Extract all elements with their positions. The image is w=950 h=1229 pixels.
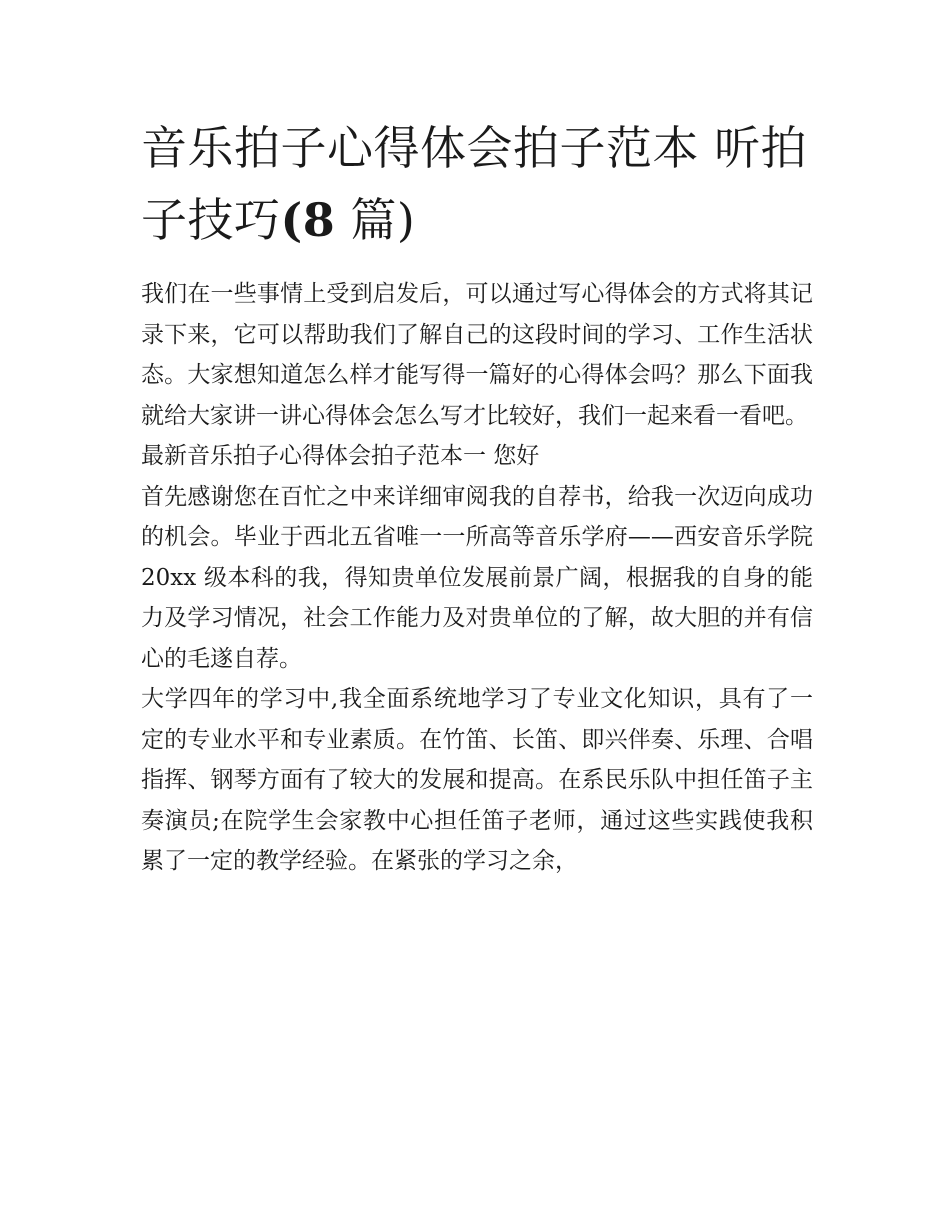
document-body — [141, 112, 813, 882]
body-paragraph: 大学四年的学习中,我全面系统地学习了专业文化知识，具有了一定的专业水平和专业素质。在竹笛、长笛、即兴伴奏、乐理、合唱指挥、钢琴方面有了较大的发展和提高。在系民乐队中担任笛子主奏演员;在院学生会家教中心担任笛子老师，通过这些实践使我积累了一定的教学经验。在紧张的学习之余， — [141, 686, 813, 874]
intro-paragraph: 我们在一些事情上受到启发后，可以通过写心得体会的方式将其记录下来，它可以帮助我们了解自己的这段时间的学习、工作生活状态。大家想知道怎么样才能写得一篇好的心得体会吗？那么下面我就给大家讲一讲心得体会怎么写才比较好，我们一起来看一看吧。 — [141, 281, 813, 429]
document-title — [141, 112, 813, 256]
title-text: 音乐拍子心得体会拍子范本 听拍子技巧 — [141, 121, 808, 247]
body-paragraph: 首先感谢您在百忙之中来详细审阅我的自荐书，给我一次迈向成功的机会。毕业于西北五省唯一一所高等音乐学府——西安音乐学院 20xx 级本科的我，得知贵单位发展前景广阔，根据我的自身的能力及学习情况，社会工作能力及对贵单位的了解，故大胆的并有信心的毛遂自荐。 — [141, 483, 813, 672]
title-count: (8 — [280, 193, 336, 247]
title-suffix: 篇) — [335, 193, 416, 247]
section-heading: 最新音乐拍子心得体会拍子范本一 您好 — [141, 443, 540, 469]
